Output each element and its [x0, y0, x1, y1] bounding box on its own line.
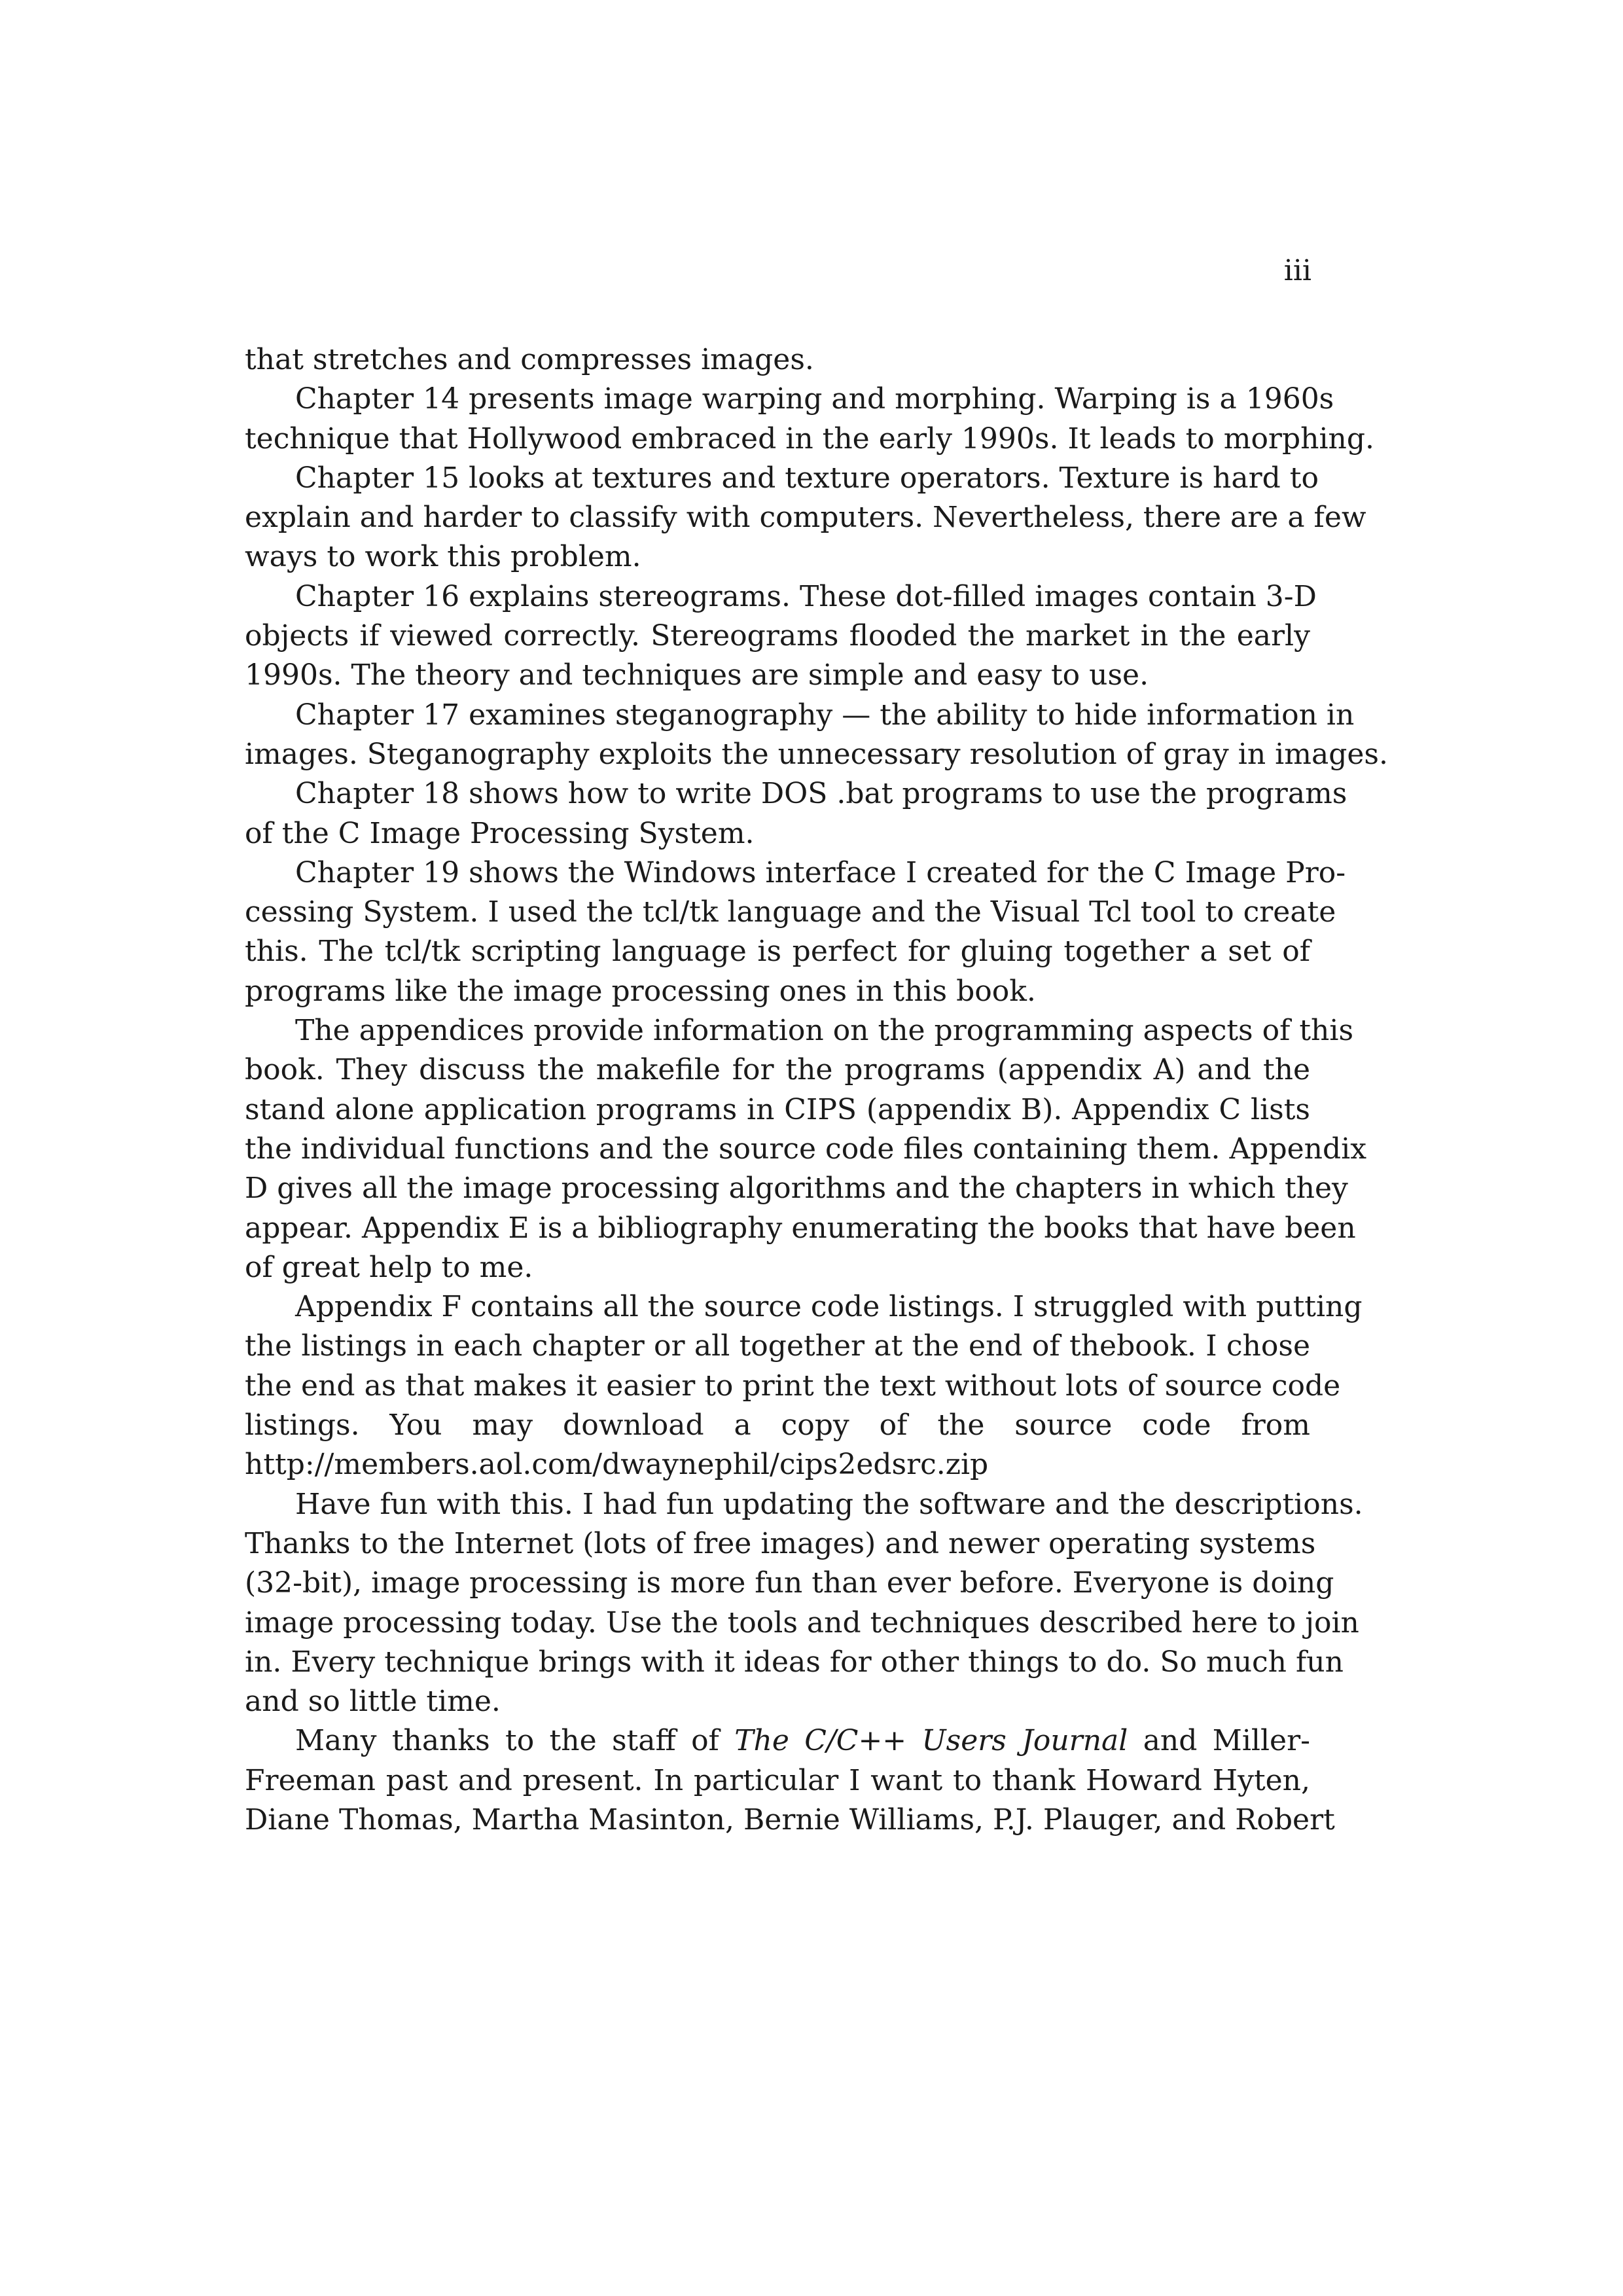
text-line: The appendices provide information on the programming aspects of this: [295, 1014, 1354, 1048]
text-line: Chapter 16 explains stereograms. These dot-filled images contain 3-D: [295, 579, 1317, 613]
text-line: listings. You may download a copy of the source code from: [245, 1408, 1310, 1443]
text-line: technique that Hollywood embraced in the early 1990s. It leads to morphing.: [245, 422, 1375, 456]
text-line: Chapter 17 examines steganography — the ability to hide information in: [295, 698, 1355, 732]
text-line: Chapter 18 shows how to write DOS .bat programs to use the programs: [295, 777, 1347, 811]
text-line: Thanks to the Internet (lots of free images) and newer operating systems: [245, 1526, 1316, 1560]
text-line: the individual functions and the source code files containing them. Appendix: [245, 1132, 1367, 1166]
text-line: image processing today. Use the tools and techniques described here to join: [245, 1605, 1359, 1640]
text-line: D gives all the image processing algorithms and the chapters in which they: [245, 1172, 1348, 1206]
paragraph: [245, 1011, 1367, 1287]
text-line: programs like the image processing ones in this book.: [245, 974, 1036, 1008]
text-span: and Miller-: [1128, 1724, 1310, 1758]
text-line: Chapter 15 looks at textures and texture operators. Texture is hard to: [295, 461, 1319, 495]
paragraph: [245, 459, 1366, 577]
text-line: http://members.aol.com/dwaynephil/cips2edsrc.zip: [245, 1448, 989, 1482]
paragraph-list: [245, 340, 1388, 1721]
journal-title: The C/C++ Users Journal: [734, 1724, 1128, 1758]
text-line: of the C Image Processing System.: [245, 816, 755, 850]
paragraph: [245, 380, 1375, 459]
text-line: Appendix F contains all the source code listings. I struggled with putting: [295, 1290, 1363, 1324]
paragraph: [245, 853, 1346, 1011]
paragraph-acknowledgements: [245, 1721, 1335, 1840]
text-span: Many thanks to the staff of: [295, 1724, 735, 1758]
text-line: stand alone application programs in CIPS (appendix B). Appendix C lists: [245, 1092, 1310, 1126]
text-line: in. Every technique brings with it ideas for other things to do. So much fun: [245, 1645, 1344, 1679]
text-line: and so little time.: [245, 1685, 501, 1719]
text-line: explain and harder to classify with computers. Nevertheless, there are a few: [245, 501, 1366, 535]
paragraph: [245, 696, 1388, 775]
text-line: this. The tcl/tk scripting language is perfect for gluing together a set of: [245, 935, 1310, 969]
text-line: ways to work this problem.: [245, 540, 641, 574]
text-line: [245, 1721, 1310, 1761]
paragraph: [245, 1287, 1363, 1484]
text-line: that stretches and compresses images.: [245, 343, 814, 376]
text-line: objects if viewed correctly. Stereograms flooded the market in the early: [245, 619, 1310, 653]
text-line: (32-bit), image processing is more fun than ever before. Everyone is doing: [245, 1566, 1334, 1600]
text-line: cessing System. I used the tcl/tk language and the Visual Tcl tool to create: [245, 895, 1336, 929]
text-line: the listings in each chapter or all together at the end of thebook. I chose: [245, 1329, 1310, 1363]
paragraph: [245, 774, 1347, 853]
text-line: Chapter 14 presents image warping and morphing. Warping is a 1960s: [295, 382, 1334, 416]
paragraph: [245, 340, 1310, 380]
text-line: Have fun with this. I had fun updating the software and the descriptions.: [295, 1487, 1363, 1521]
text-line: Diane Thomas, Martha Masinton, Bernie Williams, P.J. Plauger, and Robert: [245, 1803, 1335, 1837]
page-number: iii: [1283, 254, 1311, 287]
text-line: of great help to me.: [245, 1250, 533, 1284]
paragraph: [245, 1485, 1363, 1722]
text-line: Freeman past and present. In particular I want to thank Howard Hyten,: [245, 1763, 1310, 1797]
text-line: Chapter 19 shows the Windows interface I created for the C Image Pro-: [295, 855, 1346, 889]
text-line: 1990s. The theory and techniques are simple and easy to use.: [245, 658, 1149, 692]
text-line: book. They discuss the makefile for the programs (appendix A) and the: [245, 1053, 1310, 1087]
paragraph: [245, 577, 1317, 696]
body-text: [245, 340, 1388, 1840]
text-line: appear. Appendix E is a bibliography enumerating the books that have been: [245, 1211, 1356, 1245]
text-line: images. Steganography exploits the unnecessary resolution of gray in images.: [245, 737, 1388, 771]
text-line: the end as that makes it easier to print the text without lots of source code: [245, 1369, 1341, 1403]
